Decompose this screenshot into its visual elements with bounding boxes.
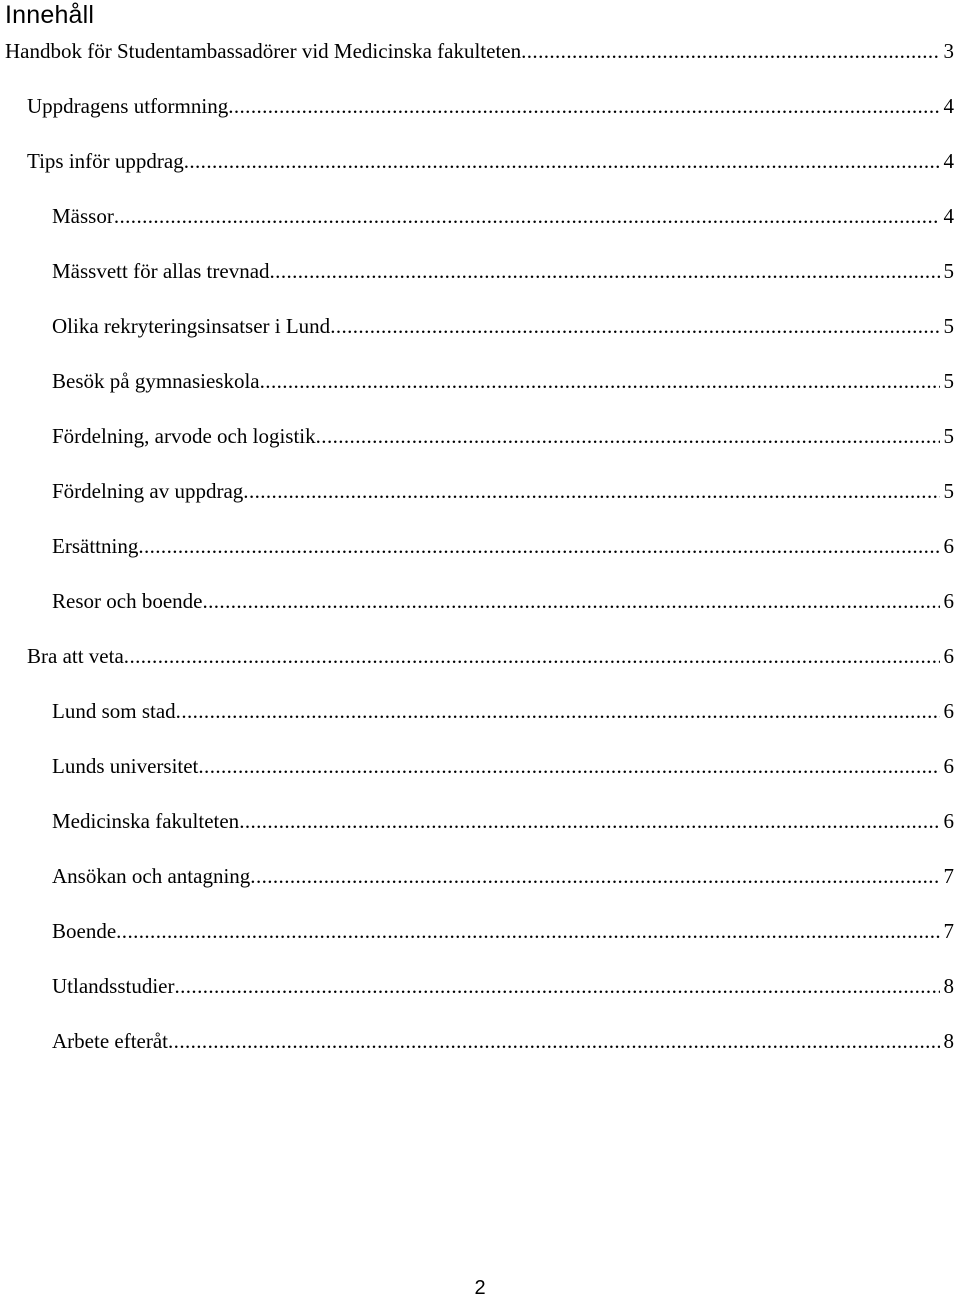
toc-entry-page: 4 xyxy=(943,204,954,228)
toc-dot-leader xyxy=(124,639,940,673)
toc-entry-title: Fördelning, arvode och logistik xyxy=(52,424,316,448)
toc-entry-page: 7 xyxy=(943,919,954,943)
toc-dot-leader xyxy=(114,199,940,233)
toc-entry[interactable] xyxy=(52,254,954,288)
toc-dot-leader xyxy=(250,859,939,893)
toc-dot-leader xyxy=(176,694,940,728)
toc-dot-leader xyxy=(228,89,939,123)
toc-entry-page: 6 xyxy=(943,699,954,723)
toc-entry[interactable] xyxy=(52,309,954,343)
toc-entry-title: Besök på gymnasieskola xyxy=(52,369,260,393)
toc-entry[interactable] xyxy=(52,474,954,508)
page-title: Innehåll xyxy=(5,1,95,29)
toc-dot-leader xyxy=(116,914,939,948)
toc-entry-page: 4 xyxy=(943,94,954,118)
toc-entry-title: Lunds universitet xyxy=(52,754,199,778)
toc-entry[interactable] xyxy=(52,364,954,398)
toc-entry-page: 6 xyxy=(943,644,954,668)
toc-entry[interactable] xyxy=(52,749,954,783)
toc-entry[interactable] xyxy=(52,419,954,453)
toc-dot-leader xyxy=(198,749,939,783)
toc-entry-page: 5 xyxy=(943,479,954,503)
toc-entry-title: Lund som stad xyxy=(52,699,176,723)
toc-entry-page: 7 xyxy=(943,864,954,888)
toc-entry[interactable] xyxy=(52,529,954,563)
toc-entry-title: Fördelning av uppdrag xyxy=(52,479,244,503)
toc-entry[interactable] xyxy=(27,89,954,123)
toc-entry[interactable] xyxy=(27,639,954,673)
toc-entry-page: 8 xyxy=(943,974,954,998)
toc-dot-leader xyxy=(260,364,940,398)
toc-entry[interactable] xyxy=(52,199,954,233)
toc-entry[interactable] xyxy=(52,969,954,1003)
toc-entry-title: Ersättning xyxy=(52,534,139,558)
toc-dot-leader xyxy=(138,529,939,563)
toc-entry-page: 5 xyxy=(943,259,954,283)
toc-entry[interactable] xyxy=(27,144,954,178)
toc-entry-title: Tips inför uppdrag xyxy=(27,149,184,173)
toc-dot-leader xyxy=(168,1024,939,1058)
toc-dot-leader xyxy=(330,309,939,343)
toc-entry-title: Mässor xyxy=(52,204,114,228)
toc-entry-title: Uppdragens utformning xyxy=(27,94,229,118)
toc-entry-page: 6 xyxy=(943,754,954,778)
toc-dot-leader xyxy=(243,474,939,508)
toc-entry-title: Resor och boende xyxy=(52,589,203,613)
toc-entry[interactable] xyxy=(52,859,954,893)
toc-dot-leader xyxy=(239,804,939,838)
toc-entry-page: 6 xyxy=(943,809,954,833)
toc-entry-page: 4 xyxy=(943,149,954,173)
toc-dot-leader xyxy=(316,419,940,453)
toc-entry-page: 6 xyxy=(943,589,954,613)
page-number: 2 xyxy=(474,1277,486,1299)
toc-entry[interactable] xyxy=(52,584,954,618)
toc-entry-title: Utlandsstudier xyxy=(52,974,175,998)
toc-entry-title: Bra att veta xyxy=(27,644,124,668)
toc-entry-page: 6 xyxy=(943,534,954,558)
toc-dot-leader xyxy=(270,254,940,288)
toc-dot-leader xyxy=(174,969,939,1003)
toc-dot-leader xyxy=(202,584,939,618)
toc-entry-page: 3 xyxy=(943,39,954,63)
toc-entry-page: 5 xyxy=(943,424,954,448)
toc-dot-leader xyxy=(521,34,939,68)
toc-entry-title: Arbete efteråt xyxy=(52,1029,169,1053)
toc-dot-leader xyxy=(184,144,940,178)
toc-entry-title: Boende xyxy=(52,919,117,943)
toc-entry-title: Handbok för Studentambassadörer vid Medicinska fakulteten xyxy=(5,39,522,63)
toc-entry[interactable] xyxy=(52,694,954,728)
toc-entry-page: 8 xyxy=(943,1029,954,1053)
toc-entry[interactable] xyxy=(52,1024,954,1058)
toc-entry[interactable] xyxy=(52,914,954,948)
toc-entry-title: Ansökan och antagning xyxy=(52,864,251,888)
toc-entry[interactable] xyxy=(5,34,954,68)
toc-entry-title: Medicinska fakulteten xyxy=(52,809,240,833)
toc-entry-title: Olika rekryteringsinsatser i Lund xyxy=(52,314,331,338)
toc-entry-title: Mässvett för allas trevnad xyxy=(52,259,270,283)
toc-entry[interactable] xyxy=(52,804,954,838)
toc-entry-page: 5 xyxy=(943,314,954,338)
toc-entry-page: 5 xyxy=(943,369,954,393)
